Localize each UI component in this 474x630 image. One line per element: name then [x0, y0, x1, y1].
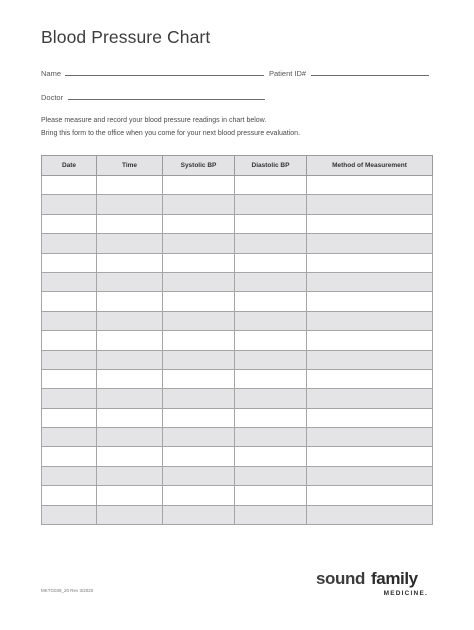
table-cell[interactable] [307, 292, 433, 311]
table-cell[interactable] [307, 466, 433, 485]
table-body [42, 176, 433, 525]
column-header-systolic-bp: Systolic BP [163, 156, 235, 176]
table-cell[interactable] [97, 176, 163, 195]
table-cell[interactable] [307, 214, 433, 233]
table-cell[interactable] [163, 428, 235, 447]
table-row [42, 311, 433, 330]
table-cell[interactable] [97, 369, 163, 388]
table-cell[interactable] [235, 369, 307, 388]
table-cell[interactable] [163, 311, 235, 330]
table-cell[interactable] [97, 505, 163, 524]
table-row [42, 176, 433, 195]
table-cell[interactable] [307, 272, 433, 291]
table-cell[interactable] [307, 428, 433, 447]
sound-family-medicine-logo [316, 569, 432, 605]
table-cell[interactable] [307, 505, 433, 524]
table-cell[interactable] [42, 447, 97, 466]
table-cell[interactable] [42, 486, 97, 505]
table-cell[interactable] [97, 466, 163, 485]
table-cell[interactable] [307, 195, 433, 214]
logo-word-medicine: MEDICINE. [383, 590, 428, 597]
table-cell[interactable] [97, 311, 163, 330]
table-cell[interactable] [163, 253, 235, 272]
table-cell[interactable] [42, 253, 97, 272]
instruction-line: Bring this form to the office when you come for your next blood pressure evaluation. [41, 129, 301, 137]
name-label: Name [41, 69, 62, 78]
doctor-label: Doctor [41, 93, 64, 102]
table-cell[interactable] [42, 428, 97, 447]
table-row [42, 408, 433, 427]
table-cell[interactable] [307, 234, 433, 253]
table-cell[interactable] [307, 447, 433, 466]
table-cell[interactable] [97, 292, 163, 311]
table-cell[interactable] [163, 486, 235, 505]
table-cell[interactable] [163, 369, 235, 388]
table-cell[interactable] [235, 466, 307, 485]
table-cell[interactable] [235, 447, 307, 466]
name-field[interactable] [65, 75, 264, 76]
table-cell[interactable] [235, 176, 307, 195]
table-cell[interactable] [235, 253, 307, 272]
table-cell[interactable] [163, 214, 235, 233]
table-cell[interactable] [42, 195, 97, 214]
table-row [42, 350, 433, 369]
table-cell[interactable] [97, 408, 163, 427]
logo-word-family: family [371, 569, 418, 588]
table-cell[interactable] [163, 234, 235, 253]
table-row [42, 447, 433, 466]
table-cell[interactable] [97, 389, 163, 408]
table-cell[interactable] [235, 195, 307, 214]
table-cell[interactable] [235, 214, 307, 233]
table-cell[interactable] [97, 234, 163, 253]
table-cell[interactable] [163, 447, 235, 466]
table-header-row [42, 156, 433, 176]
table-cell[interactable] [307, 408, 433, 427]
column-header-time: Time [97, 156, 163, 176]
table-cell[interactable] [235, 350, 307, 369]
table-cell[interactable] [235, 311, 307, 330]
instruction-line: Please measure and record your blood pressure readings in chart below. [41, 117, 267, 124]
table-cell[interactable] [307, 389, 433, 408]
table-cell[interactable] [42, 369, 97, 388]
table-row [42, 369, 433, 388]
table-row [42, 486, 433, 505]
table-cell[interactable] [235, 331, 307, 350]
table-cell[interactable] [42, 466, 97, 485]
table-cell[interactable] [163, 195, 235, 214]
table-cell[interactable] [97, 272, 163, 291]
table-row [42, 389, 433, 408]
table-cell[interactable] [97, 195, 163, 214]
table-cell[interactable] [97, 447, 163, 466]
table-row [42, 428, 433, 447]
table-cell[interactable] [235, 234, 307, 253]
table-cell[interactable] [42, 292, 97, 311]
table-row [42, 195, 433, 214]
table-cell[interactable] [97, 214, 163, 233]
table-cell[interactable] [163, 176, 235, 195]
table-cell[interactable] [307, 253, 433, 272]
table-cell[interactable] [163, 408, 235, 427]
form-code: MKTG039_20 Rev 3/2020 [41, 588, 94, 593]
table-cell[interactable] [97, 486, 163, 505]
table-cell[interactable] [163, 505, 235, 524]
table-row [42, 331, 433, 350]
table-cell[interactable] [163, 331, 235, 350]
table-cell[interactable] [42, 389, 97, 408]
table-cell[interactable] [42, 408, 97, 427]
table-cell[interactable] [42, 350, 97, 369]
table-cell[interactable] [307, 331, 433, 350]
table-row [42, 214, 433, 233]
table-cell[interactable] [42, 505, 97, 524]
table-cell[interactable] [42, 311, 97, 330]
table-cell[interactable] [235, 486, 307, 505]
table-cell[interactable] [235, 408, 307, 427]
table-cell[interactable] [307, 311, 433, 330]
table-cell[interactable] [163, 389, 235, 408]
column-header-date: Date [42, 156, 97, 176]
table-cell[interactable] [235, 428, 307, 447]
patient-id-label: Patient ID# [269, 69, 307, 78]
table-row [42, 234, 433, 253]
table-cell[interactable] [307, 369, 433, 388]
table-row [42, 272, 433, 291]
column-header-method: Method of Measurement [307, 156, 433, 176]
table-cell[interactable] [307, 350, 433, 369]
patient-id-field[interactable] [311, 75, 429, 76]
table-row [42, 292, 433, 311]
logo-word-sound: sound [316, 569, 365, 588]
table-cell[interactable] [235, 505, 307, 524]
table-row [42, 466, 433, 485]
table-cell[interactable] [163, 272, 235, 291]
table-row [42, 253, 433, 272]
blood-pressure-table [41, 155, 433, 525]
table-cell[interactable] [163, 466, 235, 485]
table-cell[interactable] [235, 389, 307, 408]
instructions [41, 115, 300, 140]
table-row [42, 505, 433, 524]
table-cell[interactable] [307, 176, 433, 195]
table-cell[interactable] [163, 350, 235, 369]
table-cell[interactable] [235, 272, 307, 291]
page-title: Blood Pressure Chart [41, 27, 211, 47]
table-cell[interactable] [97, 428, 163, 447]
table-cell[interactable] [42, 272, 97, 291]
table-cell[interactable] [307, 486, 433, 505]
table-cell[interactable] [42, 234, 97, 253]
table-cell[interactable] [42, 176, 97, 195]
column-header-diastolic-bp: Diastolic BP [235, 156, 307, 176]
table-cell[interactable] [163, 292, 235, 311]
table-cell[interactable] [42, 331, 97, 350]
table-cell[interactable] [235, 292, 307, 311]
table-cell[interactable] [97, 253, 163, 272]
table-cell[interactable] [97, 350, 163, 369]
doctor-field[interactable] [68, 99, 265, 100]
table-cell[interactable] [42, 214, 97, 233]
table-cell[interactable] [97, 331, 163, 350]
